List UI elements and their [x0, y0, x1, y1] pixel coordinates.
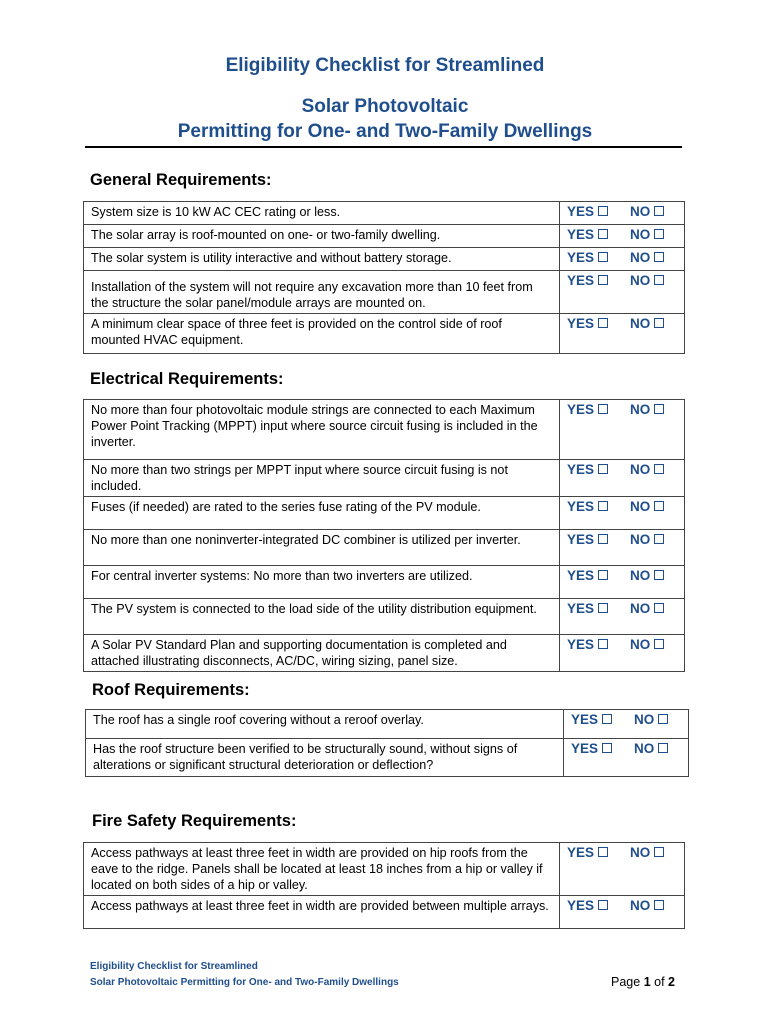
- yes-no-cell: [560, 400, 685, 460]
- requirement-text: No more than two strings per MPPT input where source circuit fusing is not included.: [84, 460, 560, 497]
- checkbox-icon[interactable]: [598, 252, 608, 262]
- no-option[interactable]: NO: [630, 462, 664, 478]
- requirement-text: The roof has a single roof covering without a reroof overlay.: [86, 710, 564, 739]
- requirement-text: Has the roof structure been verified to be structurally sound, without signs of alterations or significant structural deterioration or deflection?: [86, 739, 564, 777]
- requirement-text: The solar system is utility interactive and without battery storage.: [84, 248, 560, 271]
- yes-option[interactable]: YES: [567, 845, 630, 861]
- table-row: [84, 202, 685, 225]
- checkbox-icon[interactable]: [654, 847, 664, 857]
- section-heading-electrical: Electrical Requirements:: [90, 370, 284, 388]
- yes-option[interactable]: YES: [567, 250, 630, 266]
- checkbox-icon[interactable]: [654, 464, 664, 474]
- no-option[interactable]: NO: [630, 250, 664, 266]
- no-option[interactable]: NO: [630, 499, 664, 515]
- checkbox-icon[interactable]: [598, 464, 608, 474]
- table-row: [84, 599, 685, 635]
- document-title-line1: Eligibility Checklist for Streamlined: [225, 55, 545, 76]
- yes-option[interactable]: YES: [571, 741, 634, 757]
- checkbox-icon[interactable]: [654, 501, 664, 511]
- yes-option[interactable]: YES: [567, 316, 630, 332]
- table-row: [84, 843, 685, 896]
- checkbox-icon[interactable]: [654, 229, 664, 239]
- page-total: 2: [668, 975, 675, 989]
- checkbox-icon[interactable]: [598, 847, 608, 857]
- yes-option[interactable]: YES: [567, 204, 630, 220]
- requirement-text: Access pathways at least three feet in width are provided on hip roofs from the eave to the ridge. Panels shall be located at least 18 inches from a hip or valley if located on both sides of a hip or valley.: [84, 843, 560, 896]
- yes-no-cell: [560, 843, 685, 896]
- checkbox-icon[interactable]: [654, 206, 664, 216]
- yes-option[interactable]: YES: [567, 568, 630, 584]
- yes-no-cell: [560, 635, 685, 672]
- checkbox-icon[interactable]: [598, 570, 608, 580]
- footer-title-line2: Solar Photovoltaic Permitting for One- and Two-Family Dwellings: [90, 977, 399, 988]
- requirement-text: A Solar PV Standard Plan and supporting documentation is completed and attached illustrating disconnects, AC/DC, wiring sizing, panel size.: [84, 635, 560, 672]
- section-heading-general: General Requirements:: [90, 171, 272, 189]
- requirement-text: System size is 10 kW AC CEC rating or less.: [84, 202, 560, 225]
- yes-no-cell: [560, 530, 685, 566]
- checkbox-icon[interactable]: [658, 714, 668, 724]
- checkbox-icon[interactable]: [654, 404, 664, 414]
- checkbox-icon[interactable]: [654, 318, 664, 328]
- table-row: [84, 530, 685, 566]
- checkbox-icon[interactable]: [598, 318, 608, 328]
- checkbox-icon[interactable]: [602, 743, 612, 753]
- checkbox-icon[interactable]: [654, 534, 664, 544]
- yes-no-cell: [560, 248, 685, 271]
- yes-option[interactable]: YES: [567, 462, 630, 478]
- table-row: [84, 314, 685, 354]
- fire-safety-requirements-table: [83, 842, 685, 929]
- table-row: [84, 460, 685, 497]
- table-row: [86, 710, 689, 739]
- checkbox-icon[interactable]: [654, 252, 664, 262]
- checkbox-icon[interactable]: [598, 206, 608, 216]
- no-option[interactable]: NO: [630, 637, 664, 653]
- table-row: [84, 271, 685, 314]
- document-title-line3: Permitting for One- and Two-Family Dwellings: [177, 121, 593, 142]
- table-row: [84, 248, 685, 271]
- checkbox-icon[interactable]: [654, 570, 664, 580]
- yes-option[interactable]: YES: [567, 402, 630, 418]
- no-option[interactable]: NO: [630, 898, 664, 914]
- electrical-requirements-table: [83, 399, 685, 672]
- no-option[interactable]: NO: [630, 402, 664, 418]
- yes-no-cell: [560, 225, 685, 248]
- checkbox-icon[interactable]: [654, 603, 664, 613]
- yes-no-cell: [560, 202, 685, 225]
- checkbox-icon[interactable]: [598, 900, 608, 910]
- yes-no-cell: [564, 739, 689, 777]
- table-row: [84, 896, 685, 929]
- yes-option[interactable]: YES: [567, 637, 630, 653]
- checkbox-icon[interactable]: [658, 743, 668, 753]
- page-number: [611, 975, 675, 989]
- yes-option[interactable]: YES: [571, 712, 634, 728]
- no-option[interactable]: NO: [630, 316, 664, 332]
- requirement-text: A minimum clear space of three feet is provided on the control side of roof mounted HVAC equipment.: [84, 314, 560, 354]
- requirement-text: Installation of the system will not require any excavation more than 10 feet from the structure the solar panel/module arrays are mounted on.: [84, 271, 560, 314]
- yes-option[interactable]: YES: [567, 499, 630, 515]
- table-row: [84, 225, 685, 248]
- yes-no-cell: [560, 599, 685, 635]
- requirement-text: No more than one noninverter-integrated DC combiner is utilized per inverter.: [84, 530, 560, 566]
- requirement-text: The solar array is roof-mounted on one- or two-family dwelling.: [84, 225, 560, 248]
- requirement-text: No more than four photovoltaic module strings are connected to each Maximum Power Point Tracking (MPPT) input where source circuit fusing is included in the inverter.: [84, 400, 560, 460]
- page-current: 1: [643, 975, 651, 989]
- no-option[interactable]: NO: [630, 845, 664, 861]
- no-option[interactable]: NO: [634, 741, 668, 757]
- document-title-line2: Solar Photovoltaic: [301, 96, 469, 117]
- checkbox-icon[interactable]: [598, 603, 608, 613]
- no-option[interactable]: NO: [630, 273, 664, 289]
- no-option[interactable]: NO: [634, 712, 668, 728]
- yes-no-cell: [560, 460, 685, 497]
- checkbox-icon[interactable]: [654, 900, 664, 910]
- section-heading-roof: Roof Requirements:: [92, 681, 250, 699]
- yes-option[interactable]: YES: [567, 227, 630, 243]
- requirement-text: For central inverter systems: No more than two inverters are utilized.: [84, 566, 560, 599]
- checkbox-icon[interactable]: [598, 534, 608, 544]
- checkbox-icon[interactable]: [598, 275, 608, 285]
- checkbox-icon[interactable]: [598, 404, 608, 414]
- no-option[interactable]: NO: [630, 568, 664, 584]
- yes-option[interactable]: YES: [567, 273, 630, 289]
- table-row: [84, 400, 685, 460]
- checkbox-icon[interactable]: [598, 501, 608, 511]
- checkbox-icon[interactable]: [654, 639, 664, 649]
- yes-option[interactable]: YES: [567, 532, 630, 548]
- footer-title-line1: Eligibility Checklist for Streamlined: [90, 961, 258, 972]
- checkbox-icon[interactable]: [654, 275, 664, 285]
- no-option[interactable]: NO: [630, 227, 664, 243]
- table-row: [84, 497, 685, 530]
- yes-no-cell: [560, 566, 685, 599]
- table-row: [84, 566, 685, 599]
- requirement-text: Access pathways at least three feet in width are provided between multiple arrays.: [84, 896, 560, 929]
- yes-option[interactable]: YES: [567, 601, 630, 617]
- no-option[interactable]: NO: [630, 204, 664, 220]
- title-divider: [85, 146, 682, 148]
- general-requirements-table: [83, 201, 685, 354]
- yes-no-cell: [560, 497, 685, 530]
- page-word: Page: [611, 975, 641, 989]
- yes-no-cell: [564, 710, 689, 739]
- requirement-text: The PV system is connected to the load side of the utility distribution equipment.: [84, 599, 560, 635]
- no-option[interactable]: NO: [630, 601, 664, 617]
- page-of: of: [654, 975, 665, 989]
- yes-option[interactable]: YES: [567, 898, 630, 914]
- checkbox-icon[interactable]: [598, 229, 608, 239]
- section-heading-fire-safety: Fire Safety Requirements:: [92, 812, 297, 830]
- yes-no-cell: [560, 896, 685, 929]
- checkbox-icon[interactable]: [602, 714, 612, 724]
- requirement-text: Fuses (if needed) are rated to the series fuse rating of the PV module.: [84, 497, 560, 530]
- roof-requirements-table: [85, 709, 689, 777]
- table-row: [86, 739, 689, 777]
- yes-no-cell: [560, 314, 685, 354]
- checkbox-icon[interactable]: [598, 639, 608, 649]
- no-option[interactable]: NO: [630, 532, 664, 548]
- yes-no-cell: [560, 271, 685, 314]
- table-row: [84, 635, 685, 672]
